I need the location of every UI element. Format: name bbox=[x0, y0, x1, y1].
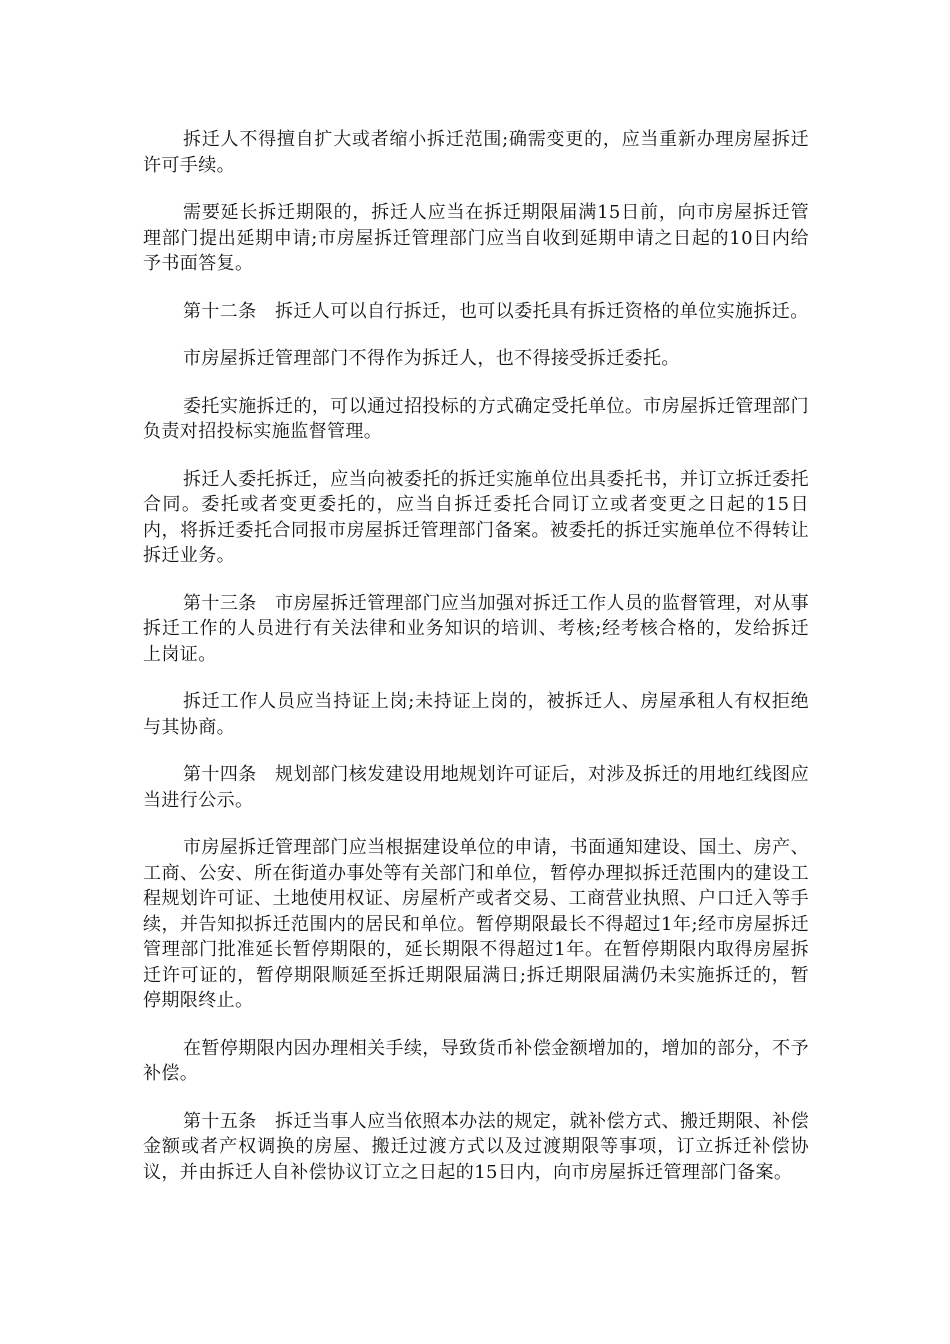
paragraph: 市房屋拆迁管理部门应当根据建设单位的申请，书面通知建设、国土、房产、工商、公安、所在街道办事处等有关部门和单位，暂停办理拟拆迁范围内的建设工程规划许可证、土地使用权证、房屋析产或者交易、工商营业执照、户口迁入等手续，并告知拟拆迁范围内的居民和单位。暂停期限最长不得超过1年;经市房屋拆迁管理部门批准延长暂停期限的，延长期限不得超过1年。在暂停期限内取得房屋拆迁许可证的，暂停期限顺延至拆迁期限届满日;拆迁期限届满仍未实施拆迁的，暂停期限终止。 bbox=[143, 837, 809, 1011]
paragraph: 拆迁人不得擅自扩大或者缩小拆迁范围;确需变更的，应当重新办理房屋拆迁许可手续。 bbox=[143, 129, 809, 176]
paragraph: 拆迁工作人员应当持证上岗;未持证上岗的，被拆迁人、房屋承租人有权拒绝与其协商。 bbox=[143, 691, 809, 738]
article-13-paragraph: 第十三条 市房屋拆迁管理部门应当加强对拆迁工作人员的监督管理，对从事拆迁工作的人员进行有关法律和业务知识的培训、考核;经考核合格的，发给拆迁上岗证。 bbox=[143, 592, 809, 665]
paragraph: 需要延长拆迁期限的，拆迁人应当在拆迁期限届满15日前，向市房屋拆迁管理部门提出延期申请;市房屋拆迁管理部门应当自收到延期申请之日起的10日内给予书面答复。 bbox=[143, 202, 809, 274]
article-15-paragraph: 第十五条 拆迁当事人应当依照本办法的规定，就补偿方式、搬迁期限、补偿金额或者产权调换的房屋、搬迁过渡方式以及过渡期限等事项，订立拆迁补偿协议，并由拆迁人自补偿协议订立之日起的15日内，向市房屋拆迁管理部门备案。 bbox=[143, 1110, 809, 1183]
document-body bbox=[143, 127, 809, 1207]
paragraph: 在暂停期限内因办理相关手续，导致货币补偿金额增加的，增加的部分，不予补偿。 bbox=[143, 1037, 809, 1084]
article-14-paragraph: 第十四条 规划部门核发建设用地规划许可证后，对涉及拆迁的用地红线图应当进行公示。 bbox=[143, 764, 809, 811]
paragraph: 拆迁人委托拆迁，应当向被委托的拆迁实施单位出具委托书，并订立拆迁委托合同。委托或者变更委托的，应当自拆迁委托合同订立或者变更之日起的15日内，将拆迁委托合同报市房屋拆迁管理部门备案。被委托的拆迁实施单位不得转让拆迁业务。 bbox=[143, 468, 809, 566]
article-12-paragraph: 第十二条 拆迁人可以自行拆迁，也可以委托具有拆迁资格的单位实施拆迁。 bbox=[183, 300, 809, 322]
paragraph: 委托实施拆迁的，可以通过招投标的方式确定受托单位。市房屋拆迁管理部门负责对招投标实施监督管理。 bbox=[143, 395, 809, 442]
paragraph: 市房屋拆迁管理部门不得作为拆迁人，也不得接受拆迁委托。 bbox=[183, 348, 680, 369]
